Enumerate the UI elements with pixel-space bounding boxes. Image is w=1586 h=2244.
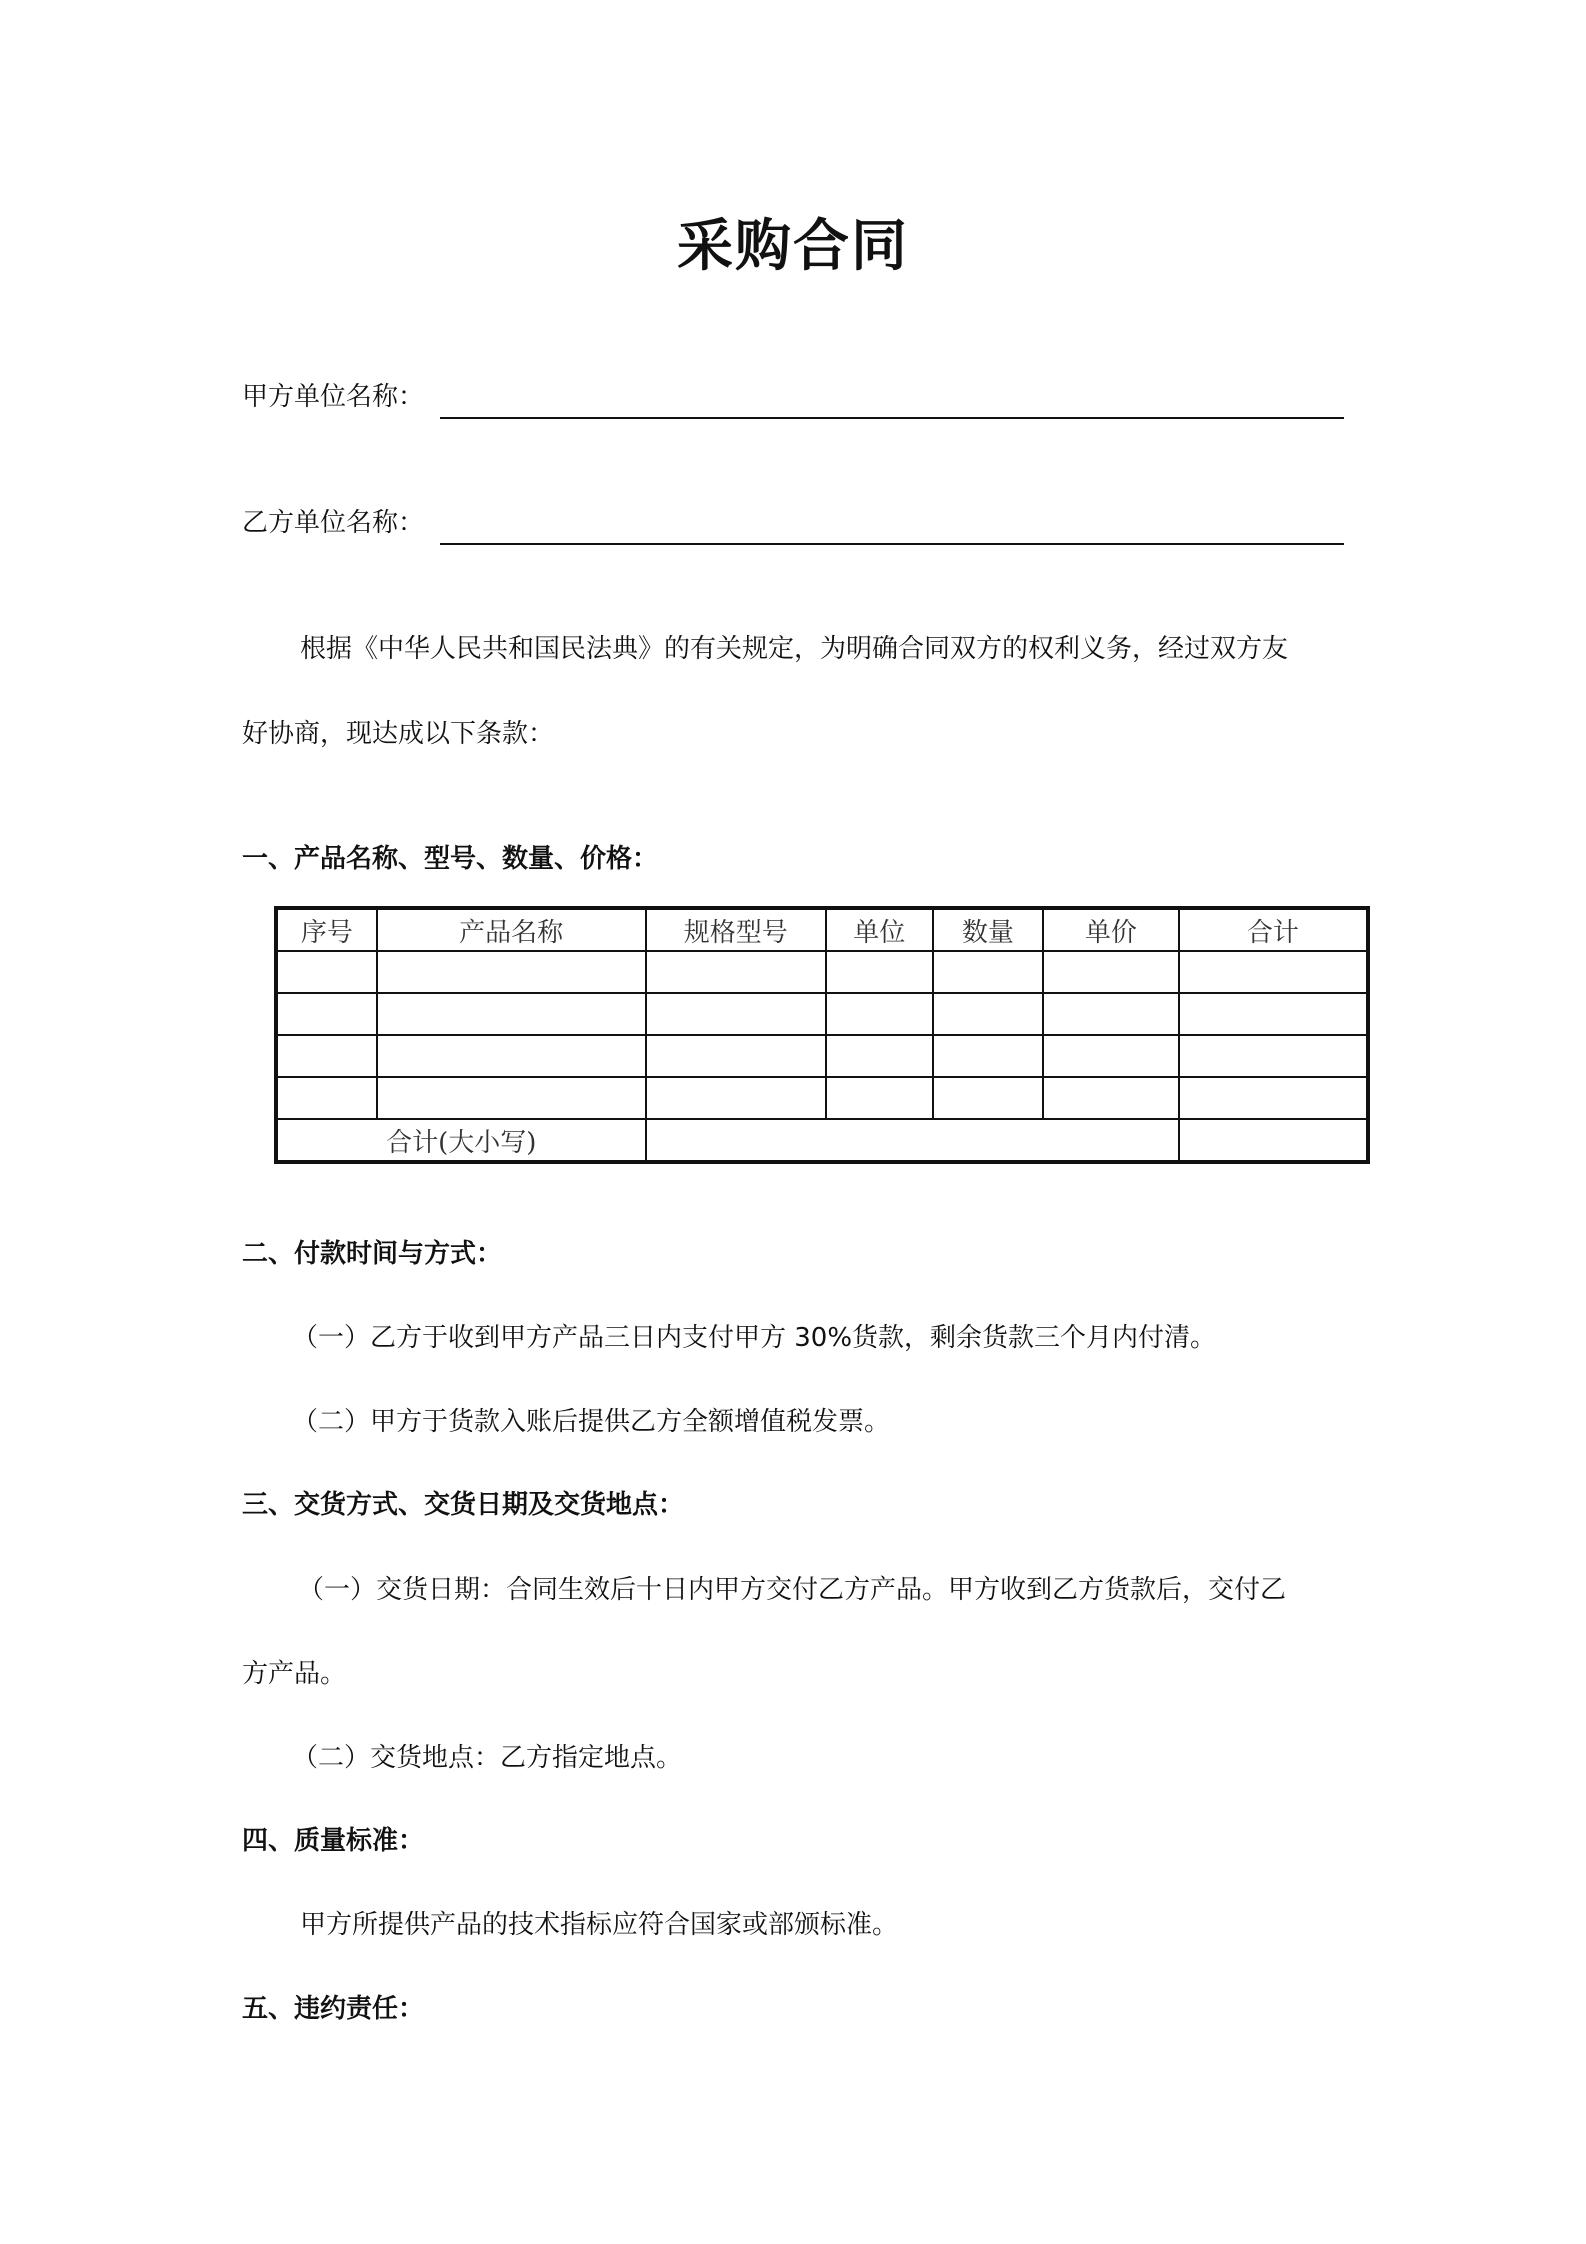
header-cell: 序号 xyxy=(276,908,377,951)
cell[interactable] xyxy=(1043,951,1179,993)
cell[interactable] xyxy=(646,1077,826,1119)
cell[interactable] xyxy=(377,993,646,1035)
header-cell: 产品名称 xyxy=(377,908,646,951)
cell[interactable] xyxy=(377,1077,646,1119)
cell[interactable] xyxy=(826,1035,933,1077)
cell[interactable] xyxy=(1179,1077,1368,1119)
intro-line-1: 根据《中华人民共和国民法典》的有关规定，为明确合同双方的权利义务，经过双方友 xyxy=(300,634,1289,664)
table-row xyxy=(276,1035,1368,1077)
section-3-heading: 三、交货方式、交货日期及交货地点： xyxy=(242,1490,685,1520)
header-cell: 单位 xyxy=(826,908,933,951)
table-row xyxy=(276,951,1368,993)
section-3-item-2: （二）交货地点：乙方指定地点。 xyxy=(292,1743,683,1773)
total-amount[interactable] xyxy=(1179,1119,1368,1162)
total-label: 合计(大小写) xyxy=(276,1119,646,1162)
cell[interactable] xyxy=(646,993,826,1035)
cell[interactable] xyxy=(377,1035,646,1077)
intro-line-2: 好协商，现达成以下条款： xyxy=(242,719,555,749)
document-title: 采购合同 xyxy=(677,214,909,279)
cell[interactable] xyxy=(933,993,1044,1035)
cell[interactable] xyxy=(826,951,933,993)
cell[interactable] xyxy=(377,951,646,993)
cell[interactable] xyxy=(933,1077,1044,1119)
party-a-label: 甲方单位名称： xyxy=(242,382,425,412)
section-5-heading: 五、违约责任： xyxy=(242,1994,425,2024)
section-2-item-1: （一）乙方于收到甲方产品三日内支付甲方 30%货款，剩余货款三个月内付清。 xyxy=(292,1323,1217,1353)
total-amount-words[interactable] xyxy=(646,1119,1179,1162)
cell[interactable] xyxy=(1043,993,1179,1035)
section-3-item-1-line-1: （一）交货日期：合同生效后十日内甲方交付乙方产品。甲方收到乙方货款后，交付乙 xyxy=(298,1575,1287,1605)
section-1-heading: 一、产品名称、型号、数量、价格： xyxy=(242,844,659,874)
cell[interactable] xyxy=(1043,1077,1179,1119)
table-header-row xyxy=(276,908,1368,951)
cell[interactable] xyxy=(276,993,377,1035)
table-row xyxy=(276,1077,1368,1119)
cell[interactable] xyxy=(1179,951,1368,993)
section-2-heading: 二、付款时间与方式： xyxy=(242,1239,503,1269)
cell[interactable] xyxy=(1179,1035,1368,1077)
table-total-row xyxy=(276,1119,1368,1162)
cell[interactable] xyxy=(276,951,377,993)
section-2-item-2: （二）甲方于货款入账后提供乙方全额增值税发票。 xyxy=(292,1407,891,1437)
cell[interactable] xyxy=(1179,993,1368,1035)
header-cell: 单价 xyxy=(1043,908,1179,951)
cell[interactable] xyxy=(276,1077,377,1119)
product-table xyxy=(274,906,1370,1164)
section-4-heading: 四、质量标准： xyxy=(242,1826,425,1856)
party-b-label: 乙方单位名称： xyxy=(242,508,425,538)
header-cell: 合计 xyxy=(1179,908,1368,951)
header-cell: 规格型号 xyxy=(646,908,826,951)
cell[interactable] xyxy=(646,951,826,993)
section-4-text: 甲方所提供产品的技术指标应符合国家或部颁标准。 xyxy=(300,1910,899,1940)
cell[interactable] xyxy=(826,1077,933,1119)
cell[interactable] xyxy=(826,993,933,1035)
cell[interactable] xyxy=(276,1035,377,1077)
cell[interactable] xyxy=(933,951,1044,993)
header-cell: 数量 xyxy=(933,908,1044,951)
cell[interactable] xyxy=(1043,1035,1179,1077)
section-3-item-1-line-2: 方产品。 xyxy=(242,1659,347,1689)
cell[interactable] xyxy=(646,1035,826,1077)
party-b-field[interactable] xyxy=(440,543,1344,545)
party-a-field[interactable] xyxy=(440,417,1344,419)
cell[interactable] xyxy=(933,1035,1044,1077)
table-row xyxy=(276,993,1368,1035)
